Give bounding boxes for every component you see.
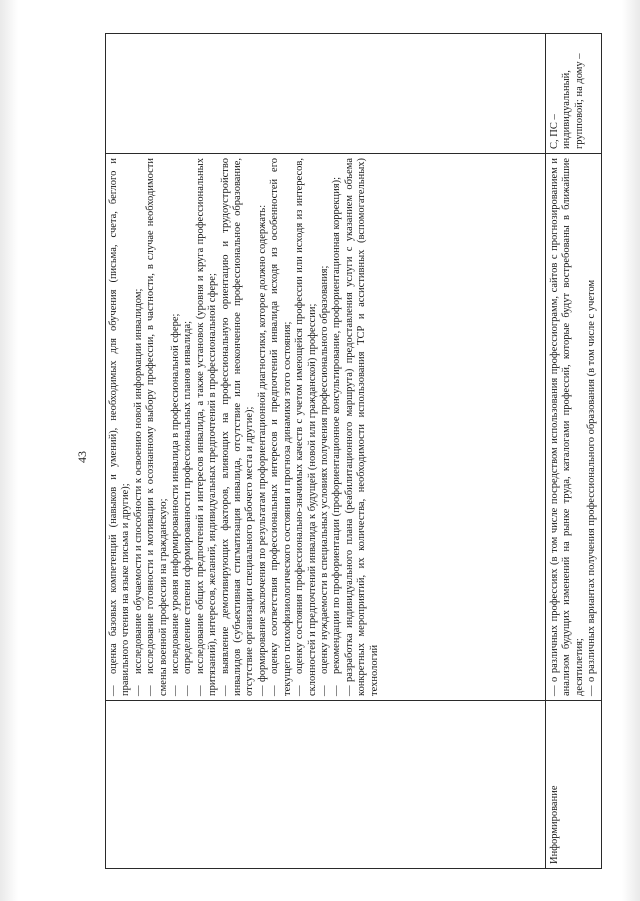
scan-shadow-left	[0, 0, 18, 901]
list-item	[294, 158, 319, 696]
list-item	[319, 158, 331, 696]
service-name-cell: Информирование	[546, 701, 602, 869]
list-item	[549, 158, 586, 696]
item-text: разработка индивидуального плана (реабилитационного маршрута) предоставления услуги с указанием объема конкретных мероприятий, их количества, необходимости использования ТСР и ассистивных (вспомогательных) технологий	[343, 158, 380, 696]
item-text: исследование уровня информированности инвалида в профессиональной сфере;	[170, 313, 182, 674]
dash-marker: —	[194, 685, 206, 696]
table-row	[106, 34, 546, 869]
list-item	[108, 158, 133, 696]
dash-marker: —	[331, 685, 343, 696]
dash-marker: —	[108, 685, 119, 696]
item-text: определение степени сформированности профессиональных планов инвалида;	[182, 320, 194, 674]
dash-marker: —	[182, 685, 194, 696]
content-list	[549, 158, 599, 696]
dash-marker: —	[343, 685, 355, 696]
list-item	[331, 158, 343, 696]
list-item	[170, 158, 182, 696]
list-item	[145, 158, 170, 696]
dash-marker: —	[219, 685, 231, 696]
item-text: оценка базовых компетенций (навыков и умений), необходимых для обучения (письма, счета, беглого и правильного чтения на языке письма и другие);	[108, 158, 132, 696]
dash-marker: —	[294, 685, 306, 696]
item-text: выявление демотивирующих факторов, влияющих на профессиональную ориентацию и трудоустройство инвалидов (субъективная стигматизация инвалида, отсутствие или неоконченное профессиональное образование, отсутствие организации специального рабочего места и другие);	[219, 158, 256, 696]
list-item	[257, 158, 269, 696]
dash-marker: —	[145, 685, 157, 696]
dash-marker: —	[132, 685, 144, 696]
dash-marker: —	[170, 685, 182, 696]
service-name-cell	[106, 701, 546, 869]
item-text: оценку нуждаемости в специальных условиях получения профессионального образования;	[318, 265, 330, 674]
dash-marker: —	[256, 685, 268, 696]
dash-marker: —	[269, 685, 281, 696]
list-item	[220, 158, 257, 696]
item-text: о различных вариантах получения профессионального образования (в том числе с учетом	[586, 279, 598, 682]
service-content-cell	[546, 154, 602, 701]
scan-shadow-right	[622, 0, 640, 901]
item-text: о различных профессиях (в том числе посредством использования профессиограмм, сайтов с прогнозированием и анализом будущих изменений на рынке труда, каталогами профессий, которые будут востребованы в ближайшие десятилетия;	[549, 158, 585, 696]
list-item	[195, 158, 220, 696]
services-table	[105, 33, 602, 869]
dash-marker: —	[549, 685, 560, 696]
list-item	[133, 158, 145, 696]
item-text: рекомендации по профориентации (профориентационное консультирование, профориентационная коррекция);	[331, 176, 343, 674]
item-text: исследование готовности и мотивации к осознанному выбору профессии, в частности, в случае необходимости смены военной профессии на гражданскую;	[145, 158, 169, 696]
service-form-cell	[106, 34, 546, 154]
content-list	[108, 158, 381, 696]
dash-marker: —	[586, 685, 598, 696]
item-text: исследование обучаемости и способности к освоению новой информации инвалидом;	[132, 288, 144, 674]
page-number: 43	[75, 451, 89, 463]
service-content-cell	[106, 154, 546, 701]
service-form-cell: С, ПС – индивидуальный, групповой; на дому –	[546, 34, 602, 154]
item-text: формирование заключения по результатам профориентационной диагностики, которое должно содержать:	[256, 204, 268, 682]
item-text: оценку соответствия профессиональных интересов и предпочтений инвалида исходя из особенностей его текущего психофизиологического состояния и прогноза динамики этого состояния;	[269, 158, 293, 696]
list-item	[182, 158, 194, 696]
list-item	[586, 158, 598, 696]
dash-marker: —	[318, 685, 330, 696]
table-row	[546, 34, 602, 869]
item-text: исследование общих предпочтений и интересов инвалида, а также установок (уровня и круга профессиональных притязаний), интересов, желаний, индивидуальных предпочтений в профессиональной сфере;	[194, 158, 219, 696]
list-item	[344, 158, 381, 696]
list-item	[269, 158, 294, 696]
item-text: оценку состояния профессионально-значимых качеств с учетом имеющейся профессии или исходя из интересов, склонностей и предпочтений инвалида к будущей (новой или гражданской) профессии;	[294, 158, 318, 696]
rotated-page	[75, 34, 598, 869]
